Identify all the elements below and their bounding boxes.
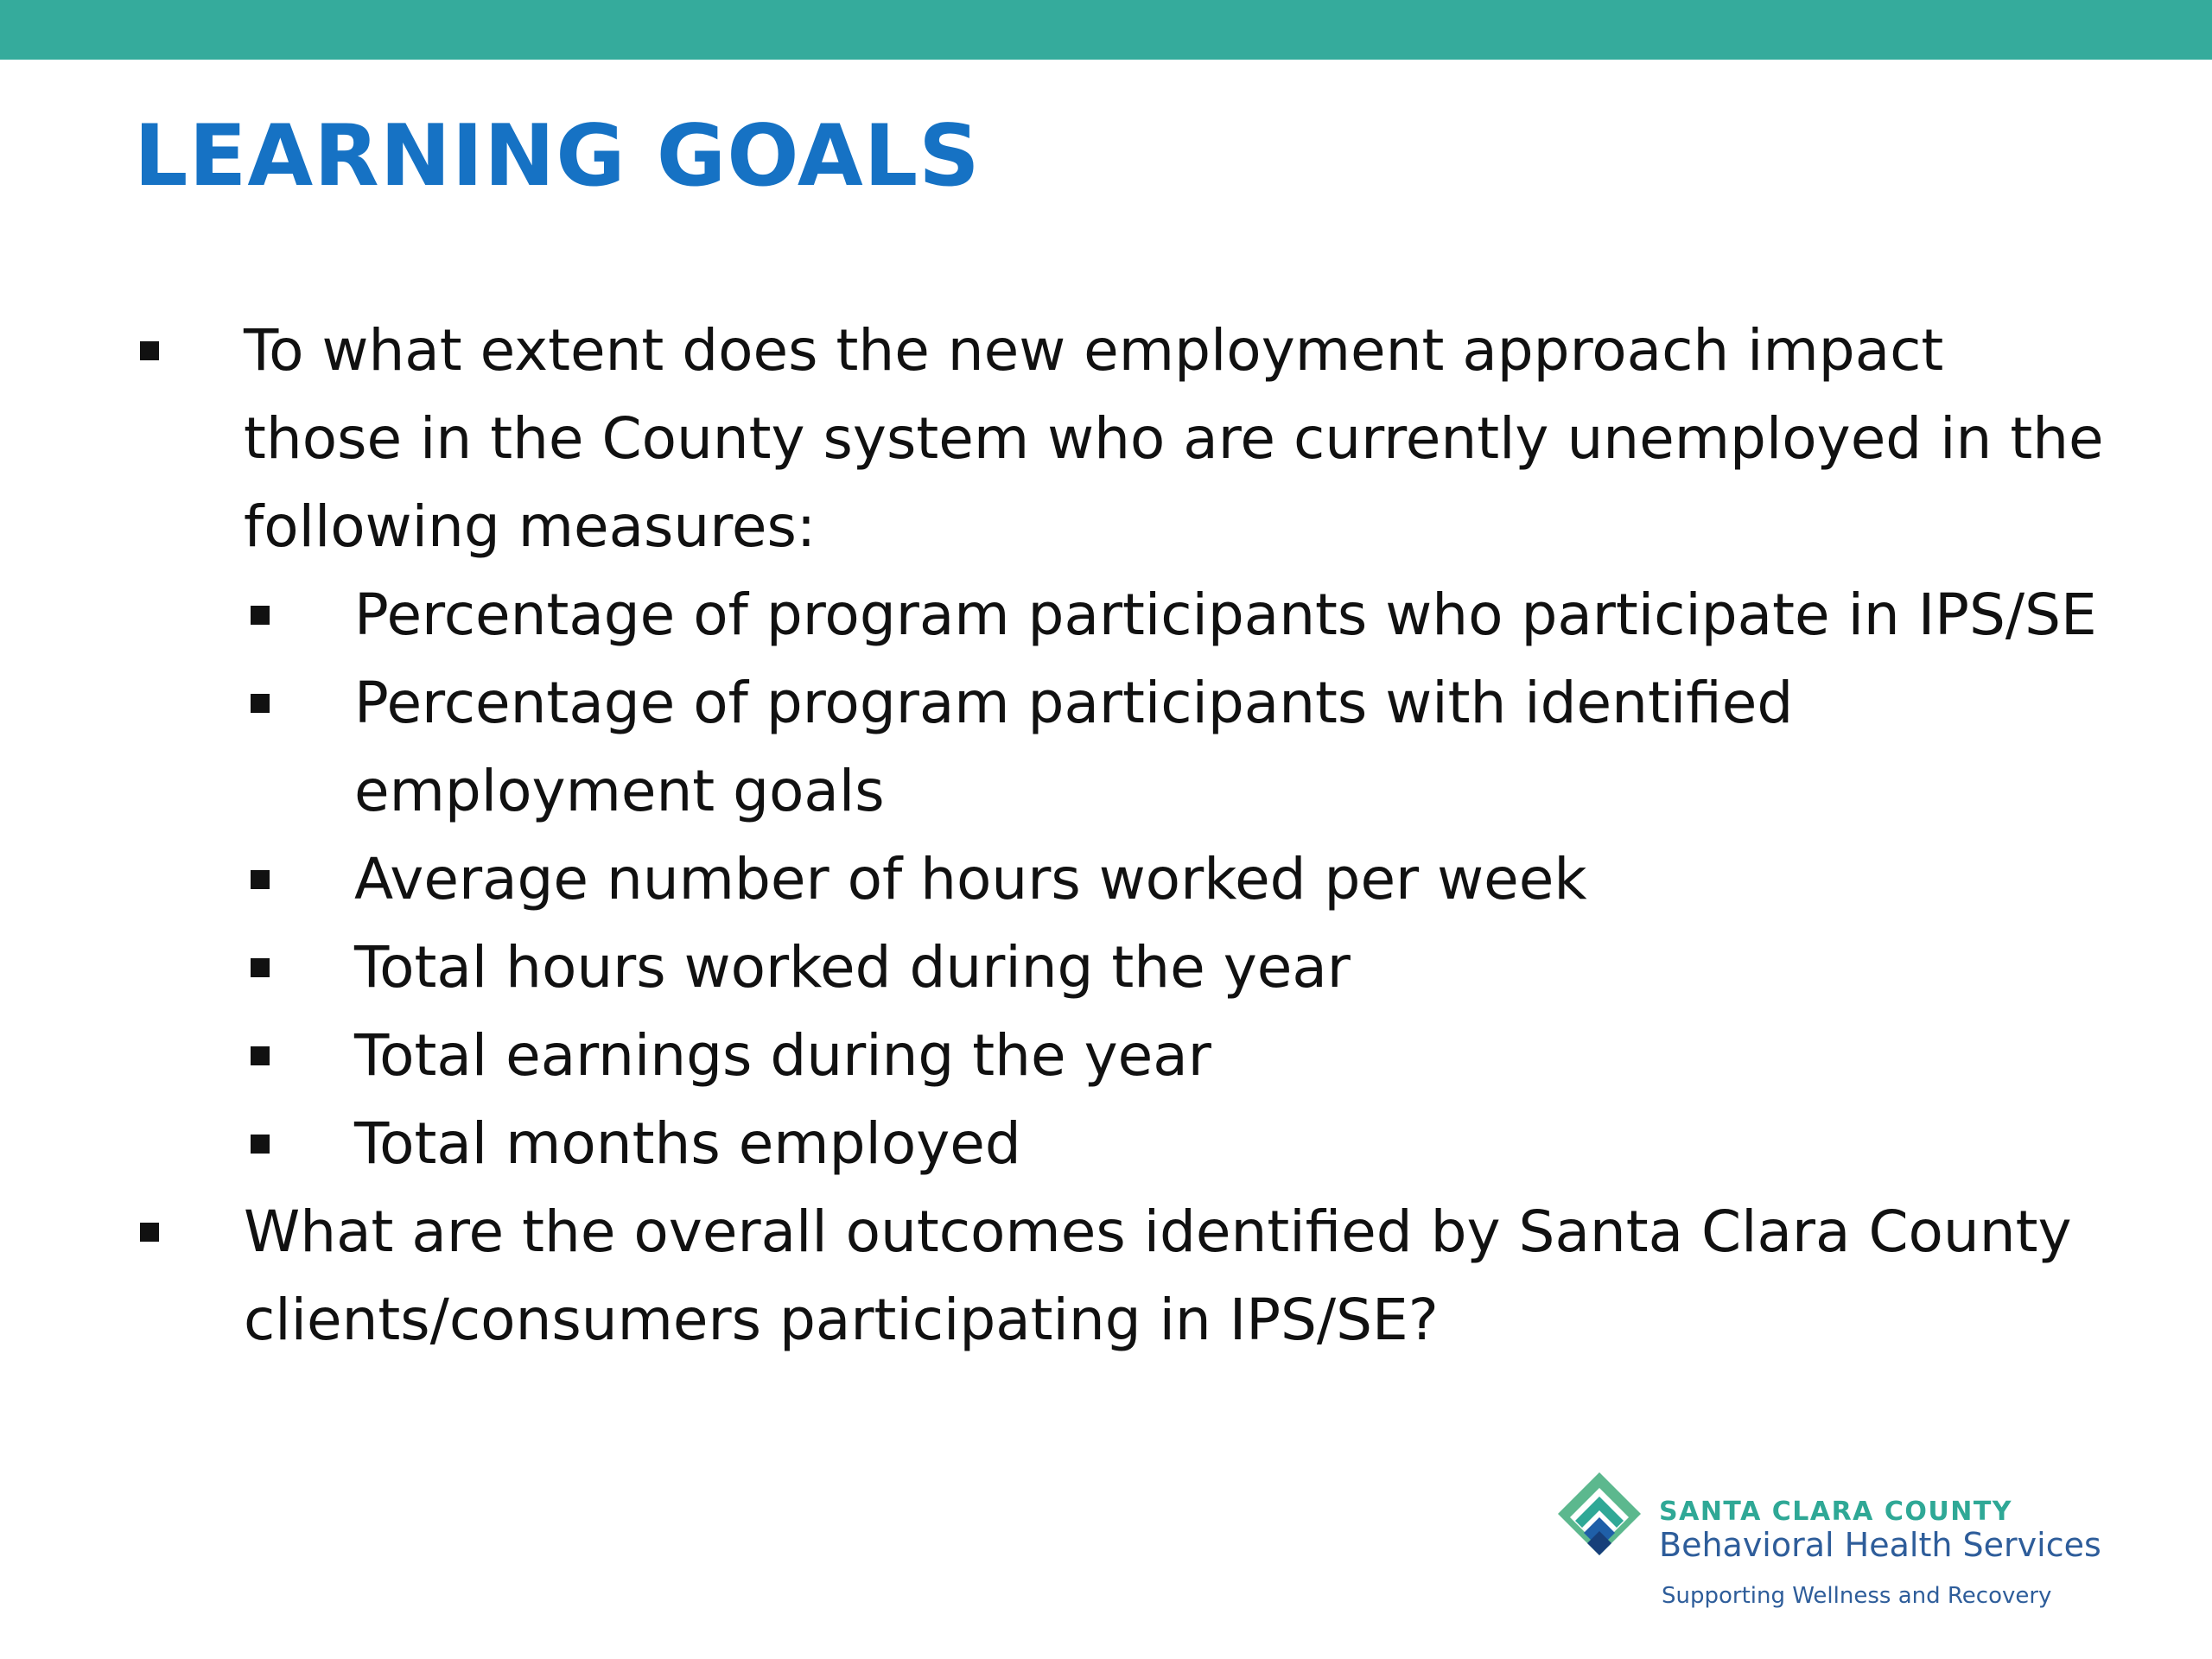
square-bullet-icon — [251, 958, 270, 977]
sub-bullet-text: Total months employed — [354, 1110, 1021, 1177]
square-bullet-icon — [251, 870, 270, 889]
slide-title: LEARNING GOALS — [134, 107, 981, 206]
sub-bullet-item — [0, 836, 2212, 924]
sub-bullet-item — [0, 1012, 2212, 1100]
sub-bullet-text: Total earnings during the year — [354, 1022, 1211, 1089]
organization-logo — [1551, 1469, 2121, 1616]
diamond-logo-icon — [1551, 1469, 1648, 1566]
sub-bullet-text: Percentage of program participants who participate in IPS/SE — [354, 582, 2097, 648]
sub-bullet-item — [0, 924, 2212, 1012]
sub-bullet-text: Average number of hours worked per week — [354, 846, 1587, 912]
square-bullet-icon — [251, 606, 270, 625]
sub-bullet-text: Total hours worked during the year — [354, 934, 1351, 1001]
sub-bullet-item — [0, 1100, 2212, 1188]
sub-bullet-text: Percentage of program participants with identified employment goals — [354, 670, 1794, 824]
top-accent-bar — [0, 0, 2212, 60]
square-bullet-icon — [140, 341, 159, 360]
bullet-item — [0, 1188, 2212, 1364]
square-bullet-icon — [251, 1135, 270, 1154]
square-bullet-icon — [251, 1046, 270, 1065]
sub-bullet-item — [0, 659, 2212, 836]
bullet-text: What are the overall outcomes identified by Santa Clara County clients/consumers participating in IPS/SE? — [244, 1198, 2072, 1353]
logo-county-name: SANTA CLARA COUNTY — [1659, 1497, 2013, 1527]
bullet-item — [0, 307, 2212, 571]
sub-bullet-item — [0, 571, 2212, 659]
logo-department-name: Behavioral Health Services — [1659, 1526, 2101, 1564]
square-bullet-icon — [251, 694, 270, 713]
bullet-list — [0, 307, 2212, 1364]
bullet-text: To what extent does the new employment approach impact those in the County system who are currently unemployed in the following measures: — [244, 317, 2104, 560]
logo-tagline: Supporting Wellness and Recovery — [1662, 1583, 2052, 1609]
square-bullet-icon — [140, 1223, 159, 1242]
